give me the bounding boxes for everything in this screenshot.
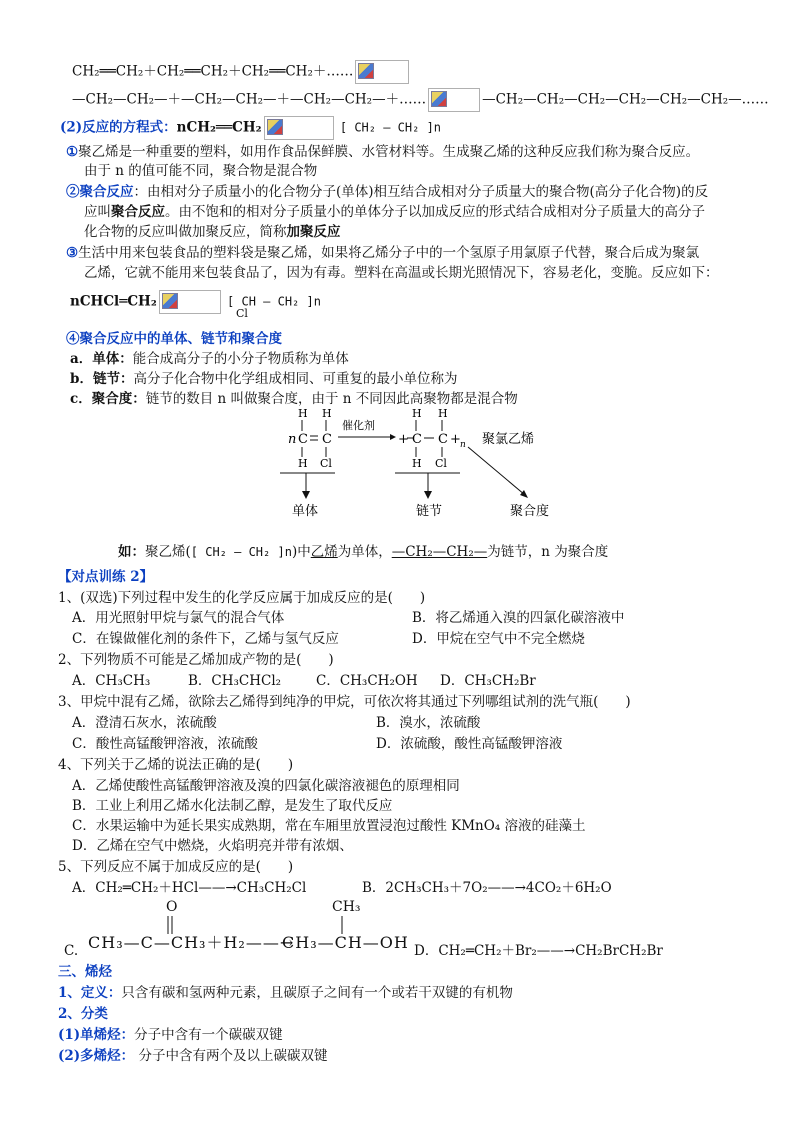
para-3-text-1: 生活中用来包装食品的塑料袋是聚乙烯，如果将乙烯分子中的一个氢原子用氯原子代替，聚合后成为聚氯 xyxy=(78,245,700,261)
para-2-text-1: ：由相对分子质量小的化合物分子(单体)相互结合成相对分子质量大的聚合物(高分子化合物)的反 xyxy=(133,184,709,200)
q1-stem: 1、(双选)下列过程中发生的化学反应属于加成反应的是( ) xyxy=(58,590,426,606)
polyethylene-formula: [ CH₂ — CH₂ ]n xyxy=(339,120,442,135)
para-2-text-2a: 应叫 xyxy=(84,204,111,220)
para-2-line-2 xyxy=(84,203,705,221)
diagram-c2: C xyxy=(322,432,332,447)
num-2: ② xyxy=(66,184,80,200)
text-unit: 高分子化合物中化学组成相同、可重复的最小单位称为 xyxy=(133,371,458,387)
bracket-open: + xyxy=(398,432,409,447)
para-3-line-2 xyxy=(84,264,719,282)
poly-alkene xyxy=(58,1047,327,1065)
diagram-h2: H xyxy=(298,457,308,470)
label-unit: b．链节： xyxy=(70,371,134,387)
para-4-heading: ④聚合反应中的单体、链节和聚合度 xyxy=(66,331,282,347)
diagram-cl2: Cl xyxy=(435,457,447,470)
broken-image-icon xyxy=(355,60,409,84)
q2-option-c[interactable]: C．CH₃CH₂OH xyxy=(316,673,418,689)
broken-image-icon xyxy=(159,290,221,314)
broken-image-icon xyxy=(428,88,480,112)
bracket-close: + xyxy=(450,432,461,447)
diagram-c3: C xyxy=(412,432,422,447)
para-1-text-2: 由于 n 的值可能不同，聚合物是混合物 xyxy=(84,163,318,179)
diagram-h4: H xyxy=(412,407,422,420)
q5-option-c-label[interactable]: C. xyxy=(64,943,79,959)
q3-option-d[interactable]: D．浓硫酸，酸性高锰酸钾溶液 xyxy=(376,736,563,752)
mono-text: 分子中含有一个碳碳双键 xyxy=(134,1027,283,1043)
practice-title: 【对点训练 2】 xyxy=(58,569,154,585)
q5-option-a[interactable]: A．CH₂═CH₂＋HCl——→CH₃CH₂Cl xyxy=(72,880,307,896)
q5-option-d[interactable]: D．CH₂═CH₂＋Br₂——→CH₂BrCH₂Br xyxy=(414,943,663,959)
def-unit xyxy=(70,370,457,388)
q4-option-c[interactable]: C．水果运输中为延长果实成熟期，常在车厢里放置浸泡过酸性 KMnO₄ 溶液的硅藻土 xyxy=(72,818,586,834)
para-1-line-1 xyxy=(66,143,699,161)
diagram-h1: H xyxy=(298,407,308,420)
q4-option-a[interactable]: A．乙烯使酸性高锰酸钾溶液及溴的四氯化碳溶液褪色的原理相同 xyxy=(72,778,460,794)
diagram-label-unit: 链节 xyxy=(416,504,443,519)
equation-line-2 xyxy=(72,88,769,112)
label-monomer: a．单体： xyxy=(70,351,133,367)
def-text: 只含有碳和氢两种元素，且碳原子之间有一个或若干双键的有机物 xyxy=(121,985,513,1001)
para-2-bold-addpoly: 加聚反应 xyxy=(286,224,341,240)
q5-option-b[interactable]: B．2CH₃CH₃＋7O₂——→4CO₂＋6H₂O xyxy=(362,880,612,896)
q2-option-a[interactable]: A．CH₃CH₃ xyxy=(72,673,151,689)
text-monomer: 能合成高分子的小分子物质称为单体 xyxy=(132,351,349,367)
example-text-2: )中 xyxy=(291,544,311,560)
q5-c-product: CH₃—CH—OH xyxy=(282,933,409,952)
poly-text: 分子中含有两个及以上碳碳双键 xyxy=(138,1048,328,1064)
section-2-heading: (2)反应的方程式： xyxy=(60,119,177,136)
reactant-ethylene: nCH₂══CH₂ xyxy=(176,119,262,136)
polymer-name-label: 聚氯乙烯 xyxy=(482,432,535,447)
q1-option-d[interactable]: D．甲烷在空气中不完全燃烧 xyxy=(412,631,585,647)
num-1: ① xyxy=(66,144,79,160)
section-2-equation xyxy=(60,116,441,140)
term-polymerization: 聚合反应 xyxy=(79,184,134,200)
q4-option-b[interactable]: B．工业上利用乙烯水化法制乙醇，是发生了取代反应 xyxy=(72,798,393,814)
pvc-cl-substituent: Cl xyxy=(236,307,248,320)
polymer-chain: —CH₂—CH₂—CH₂—CH₂—CH₂—CH₂—…… xyxy=(482,91,769,108)
opened-units: —CH₂—CH₂—＋—CH₂—CH₂—＋—CH₂—CH₂—＋…… xyxy=(72,91,427,108)
q3-stem: 3、甲烷中混有乙烯，欲除去乙烯得到纯净的甲烷，可依次将其通过下列哪组试剂的洗气瓶( ) xyxy=(58,694,631,710)
example-text-1: 聚乙烯( xyxy=(145,544,191,560)
q2-option-d[interactable]: D．CH₃CH₂Br xyxy=(440,673,536,689)
reactant-vinyl-chloride: nCHCl═CH₂ xyxy=(70,293,157,310)
q5-stem: 5、下列反应不属于加成反应的是( ) xyxy=(58,859,294,875)
q1-option-b[interactable]: B．将乙烯通入溴的四氯化碳溶液中 xyxy=(412,610,625,626)
q5-c-methyl: CH₃ xyxy=(332,899,361,915)
para-1-text-1: 聚乙烯是一种重要的塑料，如用作食品保鲜膜、水管材料等。生成聚乙烯的这种反应我们称为聚合反应。 xyxy=(78,144,700,160)
mono-label: (1)单烯烃： xyxy=(58,1027,135,1043)
para-2-text-3a: 化合物的反应叫做加聚反应，简称 xyxy=(84,224,287,240)
q3-option-a[interactable]: A．澄清石灰水，浓硫酸 xyxy=(72,715,217,731)
q4-stem: 4、下列关于乙烯的说法正确的是( ) xyxy=(58,757,294,773)
equation-line-1 xyxy=(72,60,411,84)
catalyst-label: 催化剂 xyxy=(342,419,375,432)
para-1-line-2 xyxy=(84,162,317,180)
q1-option-a[interactable]: A．用光照射甲烷与氯气的混合气体 xyxy=(72,610,285,626)
section-3-title: 三、烯烃 xyxy=(58,964,112,980)
q3-option-b[interactable]: B．溴水，浓硫酸 xyxy=(376,715,481,731)
diagram-c1: C xyxy=(298,432,308,447)
diagram-h6: H xyxy=(438,407,448,420)
diagram-cl1: Cl xyxy=(320,457,332,470)
para-2-line-3 xyxy=(84,223,341,241)
diagram-label-monomer: 单体 xyxy=(292,504,319,519)
example-monomer: 乙烯 xyxy=(310,544,338,560)
diagram-h5: H xyxy=(412,457,422,470)
diagram-c4: C xyxy=(438,432,448,447)
q2-stem: 2、下列物质不可能是乙烯加成产物的是( ) xyxy=(58,652,334,668)
para-3-text-2: 乙烯，它就不能用来包装食品了，因为有毒。塑料在高温或长期光照情况下，容易老化，变脆。反应如下： xyxy=(84,265,719,281)
poly-label: (2)多烯烃： xyxy=(58,1048,135,1064)
classification-heading: 2、分类 xyxy=(58,1006,108,1022)
broken-image-icon xyxy=(264,116,334,140)
para-2-bold-term: 聚合反应 xyxy=(111,204,165,220)
example-text-4: 为链节，n 为聚合度 xyxy=(487,544,609,560)
section-3-definition xyxy=(58,984,513,1002)
diagram-label-degree: 聚合度 xyxy=(510,504,550,519)
pvc-formula: [ CH — CH₂ ]n xyxy=(227,294,321,309)
def-monomer xyxy=(70,350,349,368)
q5-c-reactant: CH₃—C—CH₃＋H₂——→ xyxy=(88,933,295,952)
q3-option-c[interactable]: C．酸性高锰酸钾溶液，浓硫酸 xyxy=(72,736,258,752)
example-formula: [ CH₂ — CH₂ ]n xyxy=(190,545,292,559)
polymerization-diagram xyxy=(270,405,600,520)
example-text-3: 为单体， xyxy=(337,544,392,560)
ethylene-monomers: CH₂══CH₂＋CH₂══CH₂＋CH₂══CH₂＋…… xyxy=(72,63,354,80)
q4-option-d[interactable]: D．乙烯在空气中燃烧，火焰明亮并带有浓烟、 xyxy=(72,838,353,854)
q5-c-oxygen: O xyxy=(166,899,178,915)
para-2-line-1 xyxy=(66,183,708,201)
diagram-h3: H xyxy=(322,407,332,420)
diagram-n: n xyxy=(288,432,297,447)
diagram-n-sub: n xyxy=(460,440,466,450)
q1-option-c[interactable]: C．在镍做催化剂的条件下，乙烯与氢气反应 xyxy=(72,631,339,647)
label-degree: c．聚合度： xyxy=(70,391,146,407)
para-2-text-2c: 。由不饱和的相对分子质量小的单体分子以加成反应的形式结合成相对分子质量大的高分子 xyxy=(165,204,705,220)
q2-option-b[interactable]: B．CH₃CHCl₂ xyxy=(188,673,282,689)
text-degree: 链节的数目 n 叫做聚合度，由于 n 不同因此高聚物都是混合物 xyxy=(145,391,518,407)
example-line xyxy=(118,543,608,561)
para-3-line-1 xyxy=(66,244,699,262)
pvc-equation xyxy=(70,290,321,314)
mono-alkene xyxy=(58,1026,283,1044)
example-unit: —CH₂—CH₂— xyxy=(391,544,488,560)
def-label: 1、定义： xyxy=(58,985,122,1001)
num-3: ③ xyxy=(66,245,79,261)
example-prefix: 如： xyxy=(118,544,145,560)
